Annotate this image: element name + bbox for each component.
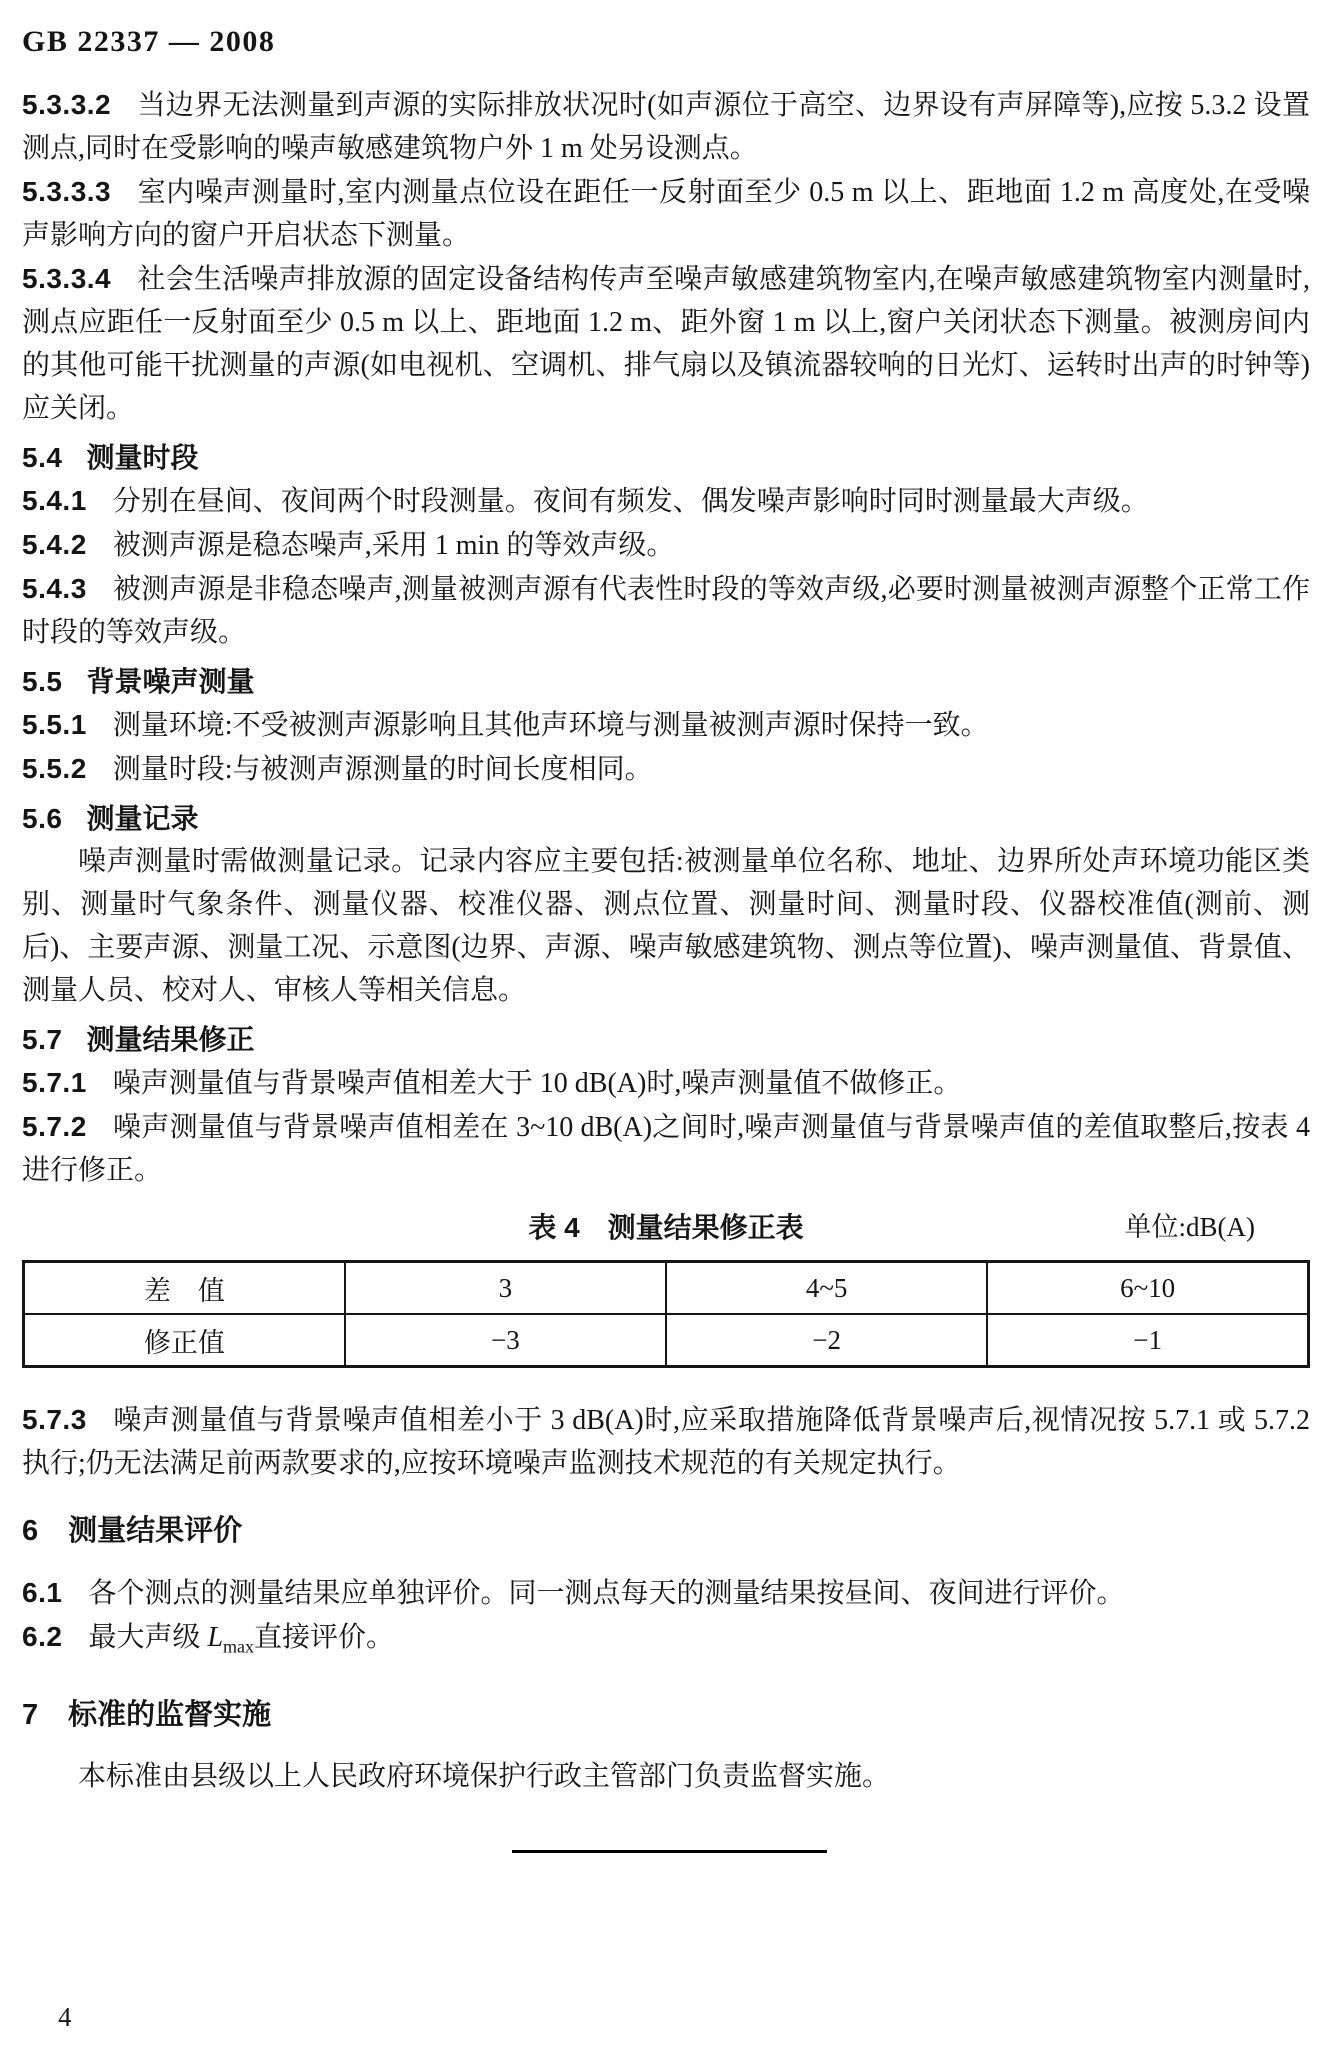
clause-text: 社会生活噪声排放源的固定设备结构传声至噪声敏感建筑物室内,在噪声敏感建筑物室内测量时,测点应距任一反射面至少 0.5 m 以上、距地面 1.2 m、距外窗 1 m 以上,窗户关闭状态下测量。被测房间内的其他可能干扰测量的声源(如电视机、空调机、排气扇以及镇流器较响的日光灯、运转时出声的时钟等)应关闭。 xyxy=(22,264,1310,424)
clause-number: 6.2 xyxy=(22,1621,63,1652)
clause-5-7-3 xyxy=(22,1398,1310,1485)
clause-text-suffix: 直接评价。 xyxy=(254,1622,395,1653)
clause-5-3-3-2 xyxy=(22,83,1310,170)
heading-6 xyxy=(22,1507,1310,1555)
lmax-subscript: max xyxy=(223,1636,255,1657)
clause-text xyxy=(88,1622,395,1657)
clause-number: 5.4.3 xyxy=(22,573,87,604)
heading-title: 标准的监督实施 xyxy=(68,1698,272,1731)
clause-text: 被测声源是稳态噪声,采用 1 min 的等效声级。 xyxy=(112,530,675,561)
correction-table xyxy=(22,1260,1310,1368)
clause-text: 噪声测量值与背景噪声值相差大于 10 dB(A)时,噪声测量值不做修正。 xyxy=(112,1068,962,1099)
clause-number: 5.7.3 xyxy=(22,1404,87,1435)
table-cell: −1 xyxy=(987,1314,1308,1367)
table-cell: 差 值 xyxy=(24,1262,345,1315)
table-caption-row xyxy=(22,1206,1310,1250)
clause-5-4-1 xyxy=(22,479,1310,523)
clause-5-3-3-3 xyxy=(22,170,1310,257)
heading-number: 7 xyxy=(22,1698,39,1731)
clause-text: 室内噪声测量时,室内测量点位设在距任一反射面至少 0.5 m 以上、距地面 1.2 m 高度处,在受噪声影响方向的窗户开启状态下测量。 xyxy=(22,177,1310,251)
standard-number: GB 22337 — 2008 xyxy=(22,25,276,58)
page-content xyxy=(22,24,1310,1853)
table-caption: 表 4 测量结果修正表 xyxy=(528,1212,804,1243)
heading-title: 测量记录 xyxy=(86,803,199,834)
table-cell: 修正值 xyxy=(24,1314,345,1367)
clause-text: 噪声测量时需做测量记录。记录内容应主要包括:被测量单位名称、地址、边界所处声环境功能区类别、测量时气象条件、测量仪器、校准仪器、测点位置、测量时间、测量时段、仪器校准值(测前、测后)、主要声源、测量工况、示意图(边界、声源、噪声敏感建筑物、测点等位置)、噪声测量值、背景值、测量人员、校对人、审核人等相关信息。 xyxy=(22,846,1310,1006)
clause-number: 5.3.3.3 xyxy=(22,176,112,207)
clause-text: 测量环境:不受被测声源影响且其他声环境与测量被测声源时保持一致。 xyxy=(112,710,989,741)
heading-5-7 xyxy=(22,1018,1310,1061)
clause-5-4-3 xyxy=(22,567,1310,654)
table-cell: 6~10 xyxy=(987,1262,1308,1315)
heading-title: 测量结果评价 xyxy=(68,1515,243,1547)
clause-5-6-text xyxy=(22,840,1310,1012)
table-cell: −2 xyxy=(666,1314,987,1367)
clause-6-2 xyxy=(22,1615,1310,1669)
clause-5-4-2 xyxy=(22,523,1310,567)
clause-number: 5.3.3.2 xyxy=(22,89,112,120)
page-number: 4 xyxy=(58,2002,72,2032)
table-unit-label: 单位:dB(A) xyxy=(1124,1212,1255,1242)
heading-title: 背景噪声测量 xyxy=(86,666,255,697)
heading-number: 5.5 xyxy=(22,666,63,697)
end-of-text-rule xyxy=(512,1850,827,1853)
heading-title: 测量时段 xyxy=(86,442,199,473)
clause-5-3-3-4 xyxy=(22,257,1310,430)
lmax-symbol: L xyxy=(207,1622,224,1653)
clause-text: 当边界无法测量到声源的实际排放状况时(如声源位于高空、边界设有声屏障等),应按 5.3.2 设置测点,同时在受影响的噪声敏感建筑物户外 1 m 处另设测点。 xyxy=(22,90,1310,164)
table-cell: 3 xyxy=(345,1262,666,1315)
clause-number: 5.5.1 xyxy=(22,709,87,740)
heading-number: 5.7 xyxy=(22,1024,63,1055)
clause-7-text xyxy=(22,1755,1310,1798)
heading-number: 5.4 xyxy=(22,442,63,473)
heading-title: 测量结果修正 xyxy=(86,1024,255,1055)
clause-text: 测量时段:与被测声源测量的时间长度相同。 xyxy=(112,754,653,785)
clause-number: 5.7.1 xyxy=(22,1067,87,1098)
clause-text-prefix: 最大声级 xyxy=(88,1622,208,1653)
clause-number: 6.1 xyxy=(22,1577,63,1608)
clause-number: 5.4.1 xyxy=(22,485,87,516)
clause-text: 本标准由县级以上人民政府环境保护行政主管部门负责监督实施。 xyxy=(78,1760,891,1792)
clause-text: 分别在昼间、夜间两个时段测量。夜间有频发、偶发噪声影响时同时测量最大声级。 xyxy=(112,486,1149,517)
table-cell: −3 xyxy=(345,1314,666,1367)
clause-5-7-1 xyxy=(22,1061,1310,1105)
table-row-correction xyxy=(24,1314,1309,1367)
heading-number: 5.6 xyxy=(22,803,63,834)
clause-number: 5.3.3.4 xyxy=(22,263,112,294)
table-cell: 4~5 xyxy=(666,1262,987,1315)
heading-5-4 xyxy=(22,436,1310,479)
clause-5-5-1 xyxy=(22,703,1310,747)
heading-number: 6 xyxy=(22,1515,39,1547)
clause-5-5-2 xyxy=(22,747,1310,791)
clause-text: 被测声源是非稳态噪声,测量被测声源有代表性时段的等效声级,必要时测量被测声源整个正常工作时段的等效声级。 xyxy=(22,574,1310,648)
clause-text: 噪声测量值与背景噪声值相差小于 3 dB(A)时,应采取措施降低背景噪声后,视情况按 5.7.1 或 5.7.2 执行;仍无法满足前两款要求的,应按环境噪声监测技术规范的有关规定执行。 xyxy=(22,1405,1310,1479)
heading-7 xyxy=(22,1691,1310,1739)
clause-number: 5.7.2 xyxy=(22,1111,87,1142)
clause-number: 5.5.2 xyxy=(22,753,87,784)
clause-5-7-2 xyxy=(22,1105,1310,1192)
table-row-difference xyxy=(24,1262,1309,1315)
heading-5-6 xyxy=(22,797,1310,840)
clause-number: 5.4.2 xyxy=(22,529,87,560)
clause-text: 各个测点的测量结果应单独评价。同一测点每天的测量结果按昼间、夜间进行评价。 xyxy=(88,1578,1125,1609)
heading-5-5 xyxy=(22,660,1310,703)
clause-6-1 xyxy=(22,1571,1310,1615)
clause-text: 噪声测量值与背景噪声值相差在 3~10 dB(A)之间时,噪声测量值与背景噪声值的差值取整后,按表 4 进行修正。 xyxy=(22,1112,1310,1186)
